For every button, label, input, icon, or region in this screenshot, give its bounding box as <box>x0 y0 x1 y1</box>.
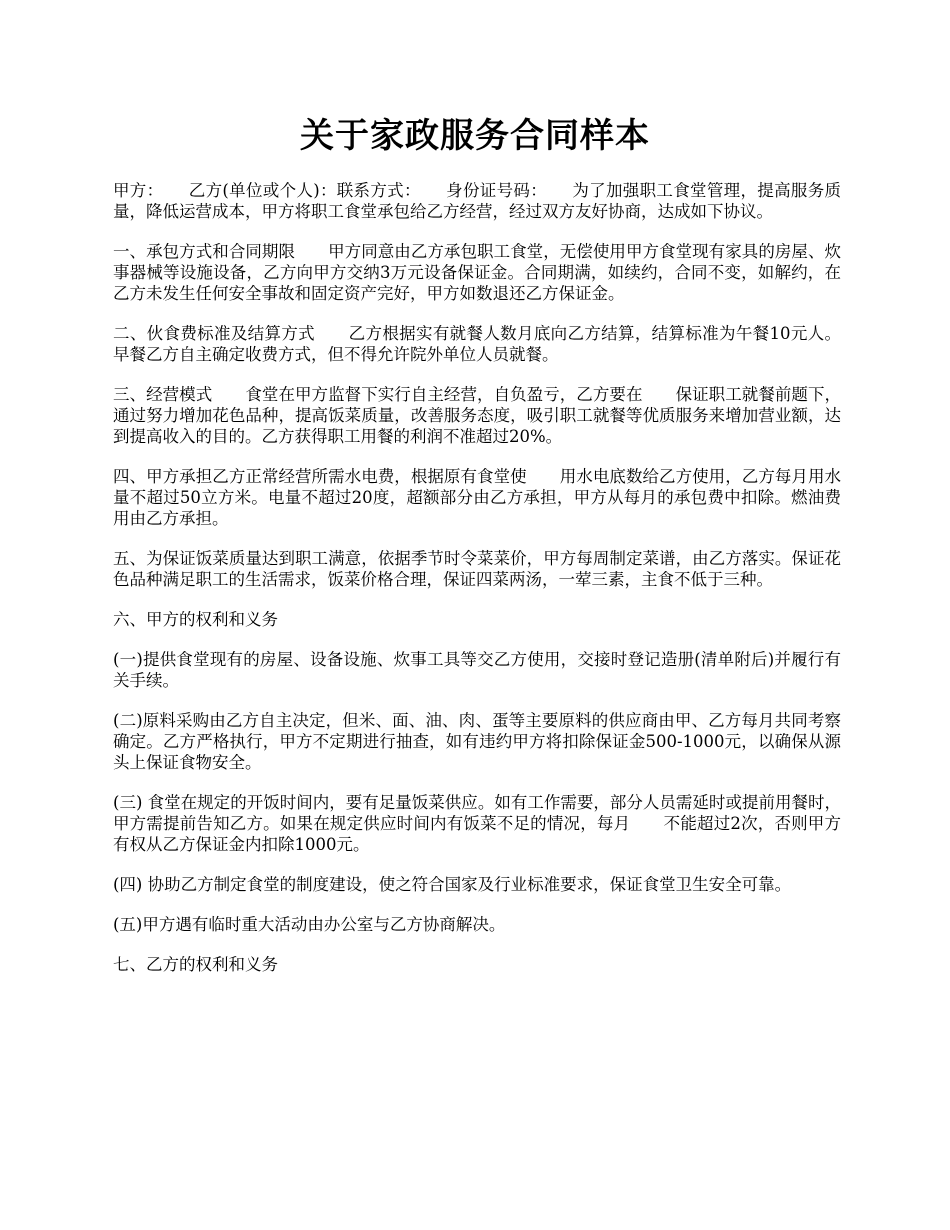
section-heading-6: 六、甲方的权利和义务 <box>113 610 278 629</box>
paragraph-section-3: 三、经营模式 食堂在甲方监督下实行自主经营，自负盈亏，乙方要在 保证职工就餐前题下，通过努力增加花色品种，提高饭菜质量，改善服务态度，吸引职工就餐等优质服务来增加营业额，达到提高收入的目的。乙方获得职工用餐的利润不准超过20%。 <box>113 385 841 446</box>
paragraph-item-6-3: (三) 食堂在规定的开饭时间内，要有足量饭菜供应。如有工作需要，部分人员需延时或提前用餐时，甲方需提前告知乙方。如果在规定供应时间内有饭菜不足的情况，每月 不能超过2次，否则甲方有权从乙方保证金内扣除1000元。 <box>113 793 841 854</box>
paragraph-item-6-1: (一)提供食堂现有的房屋、设备设施、炊事工具等交乙方使用，交接时登记造册(清单附后)并履行有关手续。 <box>113 650 841 690</box>
paragraph-section-4: 四、甲方承担乙方正常经营所需水电费，根据原有食堂使 用水电底数给乙方使用，乙方每月用水量不超过50立方米。电量不超过20度，超额部分由乙方承担，甲方从每月的承包费中扣除。燃油费用由乙方承担。 <box>113 467 841 528</box>
paragraph-item-6-5: (五)甲方遇有临时重大活动由办公室与乙方协商解决。 <box>113 915 506 934</box>
paragraph-intro: 甲方： 乙方(单位或个人)：联系方式： 身份证号码： 为了加强职工食堂管理，提高服务质量，降低运营成本，甲方将职工食堂承包给乙方经营，经过双方友好协商，达成如下协议。 <box>113 181 841 221</box>
document-body <box>113 180 841 975</box>
paragraph-item-6-4: (四) 协助乙方制定食堂的制度建设，使之符合国家及行业标准要求，保证食堂卫生安全可靠。 <box>113 875 792 894</box>
paragraph-section-1: 一、承包方式和合同期限 甲方同意由乙方承包职工食堂，无偿使用甲方食堂现有家具的房屋、炊事器械等设施设备，乙方向甲方交纳3万元设备保证金。合同期满，如续约，合同不变，如解约，在乙方未发生任何安全事故和固定资产完好，甲方如数退还乙方保证金。 <box>113 242 841 303</box>
section-heading-7: 七、乙方的权利和义务 <box>113 955 278 974</box>
paragraph-section-2: 二、伙食费标准及结算方式 乙方根据实有就餐人数月底向乙方结算，结算标准为午餐10元人。早餐乙方自主确定收费方式，但不得允许院外单位人员就餐。 <box>113 324 841 364</box>
paragraph-section-5: 五、为保证饭菜质量达到职工满意，依据季节时令菜菜价，甲方每周制定菜谱，由乙方落实。保证花色品种满足职工的生活需求，饭菜价格合理，保证四菜两汤，一荤三素，主食不低于三种。 <box>113 549 841 589</box>
paragraph-item-6-2: (二)原料采购由乙方自主决定，但米、面、油、肉、蛋等主要原料的供应商由甲、乙方每月共同考察确定。乙方严格执行，甲方不定期进行抽查，如有违约甲方将扣除保证金500-1000元，以确保从源头上保证食物安全。 <box>113 711 841 772</box>
document-title: 关于家政服务合同样本 <box>300 116 650 156</box>
